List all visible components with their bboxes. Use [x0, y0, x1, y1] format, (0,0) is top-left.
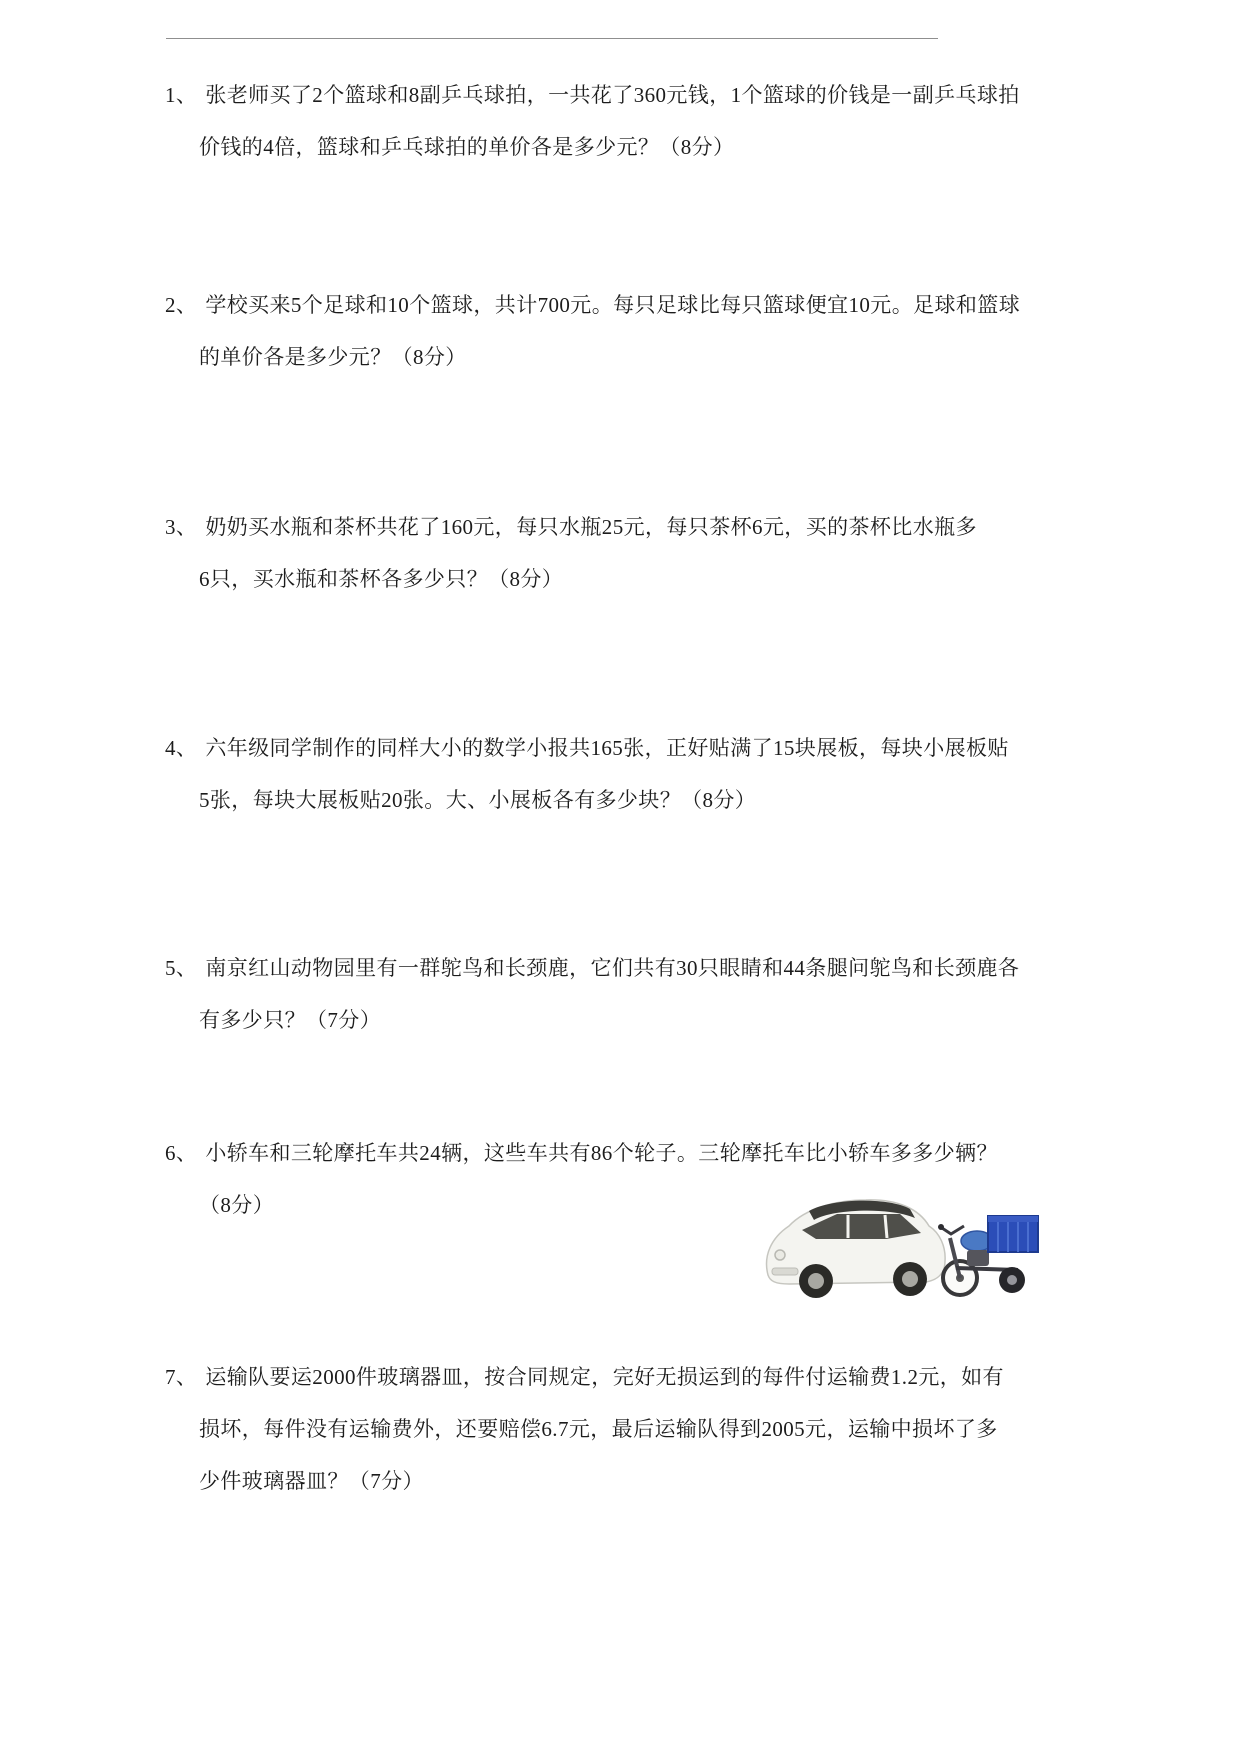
top-divider-line — [166, 38, 938, 39]
question-line — [165, 501, 975, 553]
question-number: 4、 — [165, 736, 198, 760]
question-number: 2、 — [165, 293, 198, 317]
question-4 — [165, 722, 1009, 826]
question-line — [165, 69, 1020, 121]
question-line — [165, 1127, 998, 1179]
question-number: 5、 — [165, 956, 198, 980]
question-line — [165, 942, 1020, 994]
question-5 — [165, 942, 1020, 1046]
question-text: 5张，每块大展板贴20张。大、小展板各有多少块？（8分） — [199, 788, 757, 812]
question-text: 6只，买水瓶和茶杯各多少只？（8分） — [199, 567, 564, 591]
question-text: 六年级同学制作的同样大小的数学小报共165张，正好贴满了15块展板，每块小展板贴 — [205, 736, 1009, 760]
question-3 — [165, 501, 975, 605]
question-text: 价钱的4倍，篮球和乒乓球拍的单价各是多少元？（8分） — [199, 135, 735, 159]
car-image — [767, 1200, 946, 1298]
question-line — [165, 722, 1009, 774]
question-line — [165, 279, 1021, 331]
question-text: 的单价各是多少元？（8分） — [199, 345, 467, 369]
question-text: 学校买来5个足球和10个篮球，共计700元。每只足球比每只篮球便宜10元。足球和篮球 — [205, 293, 1021, 317]
question-text: 损坏，每件没有运输费外，还要赔偿6.7元，最后运输队得到2005元，运输中损坏了多 — [199, 1417, 998, 1441]
tricycle-image — [938, 1216, 1038, 1295]
question-text: 少件玻璃器皿？（7分） — [199, 1469, 424, 1493]
question-text: 运输队要运2000件玻璃器皿，按合同规定，完好无损运到的每件付运输费1.2元，如有 — [205, 1365, 1004, 1389]
question-2 — [165, 279, 1021, 383]
question-text: 奶奶买水瓶和茶杯共花了160元，每只水瓶25元，每只茶杯6元，买的茶杯比水瓶多 — [205, 515, 977, 539]
question-number: 6、 — [165, 1141, 198, 1165]
question-text: 南京红山动物园里有一群鸵鸟和长颈鹿，它们共有30只眼睛和44条腿问鸵鸟和长颈鹿各 — [205, 956, 1020, 980]
question-number: 3、 — [165, 515, 198, 539]
question-text: 小轿车和三轮摩托车共24辆，这些车共有86个轮子。三轮摩托车比小轿车多多少辆？ — [205, 1141, 998, 1165]
question-7 — [165, 1351, 1004, 1507]
vehicles-illustration — [688, 1176, 1048, 1312]
question-text: 张老师买了2个篮球和8副乒乓球拍，一共花了360元钱，1个篮球的价钱是一副乒乓球拍 — [205, 83, 1020, 107]
question-number: 1、 — [165, 83, 198, 107]
question-number: 7、 — [165, 1365, 198, 1389]
question-line — [165, 1351, 1004, 1403]
question-1 — [165, 69, 1020, 173]
question-text: （8分） — [199, 1193, 275, 1217]
question-text: 有多少只？（7分） — [199, 1008, 382, 1032]
